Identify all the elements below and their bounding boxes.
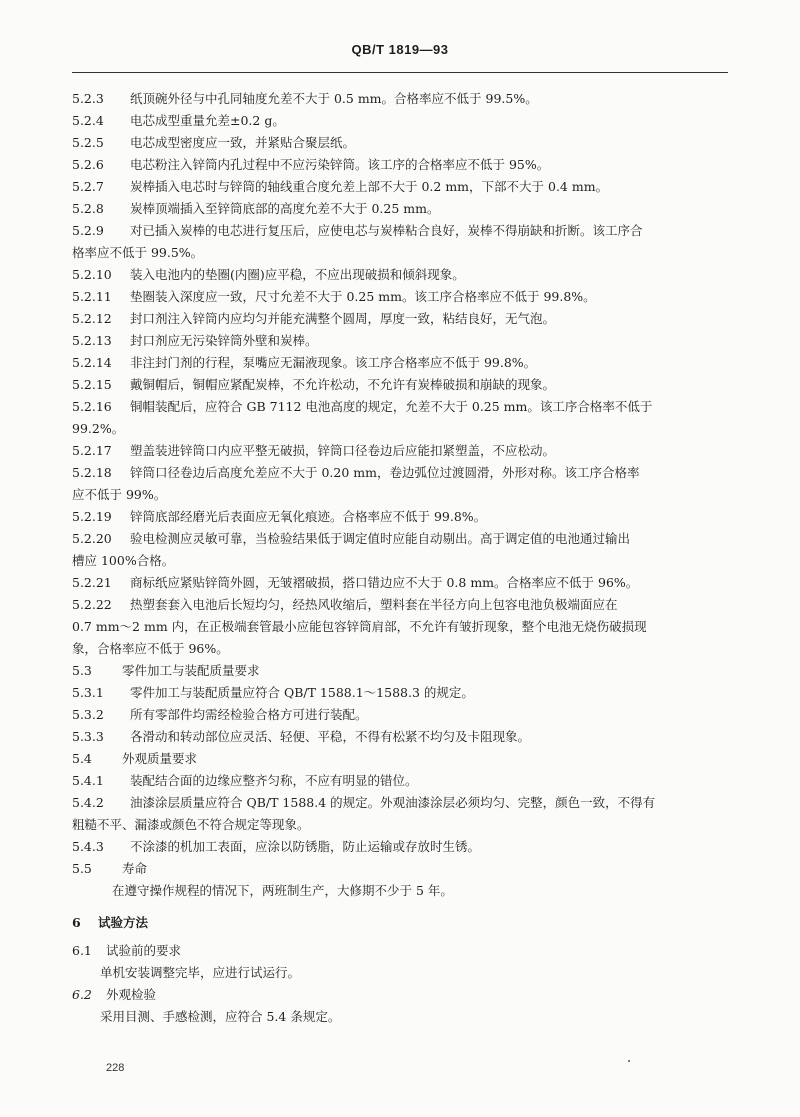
clause-text: 纸顶碗外径与中孔同轴度允差不大于 0.5 mm。合格率应不低于 99.5%。 [130, 91, 538, 106]
section-number: 6 [72, 915, 81, 930]
clause-line [72, 176, 728, 198]
clause-text: 外观质量要求 [122, 751, 198, 766]
clause-line [72, 330, 728, 352]
clause-text: 格率应不低于 99.5%。 [72, 245, 204, 260]
clause-line [72, 154, 728, 176]
clause-text: 象，合格率应不低于 96%。 [72, 641, 229, 656]
clause-text: 不涂漆的机加工表面，应涂以防锈脂，防止运输或存放时生锈。 [130, 839, 481, 854]
clause-line [72, 396, 728, 418]
clause-continuation-line [72, 242, 728, 264]
clause-number: 5.2.3 [72, 91, 104, 106]
clause-line [72, 374, 728, 396]
clause-continuation-line [72, 418, 728, 440]
clause-line [72, 704, 728, 726]
clause-number: 5.2.6 [72, 157, 104, 172]
clause-line [72, 264, 728, 286]
clause-list [72, 88, 728, 880]
clause-line [72, 440, 728, 462]
clause-text: 应不低于 99%。 [72, 487, 167, 502]
clause-line [72, 594, 728, 616]
page-number: 228 [106, 1062, 125, 1074]
clause-text: 槽应 100%合格。 [72, 553, 175, 568]
clause-text: 各滑动和转动部位应灵活、轻便、平稳，不得有松紧不均匀及卡阻现象。 [130, 729, 531, 744]
clause-text: 铜帽装配后，应符合 GB 7112 电池高度的规定，允差不大于 0.25 mm。该工序合格率不低于 [130, 399, 653, 414]
clause-number: 5.2.8 [72, 201, 104, 216]
clause-line [72, 726, 728, 748]
clause-line [72, 748, 728, 770]
clause-line [72, 528, 728, 550]
clause-text: 所有零部件均需经检验合格方可进行装配。 [130, 707, 368, 722]
document-body [72, 88, 728, 1028]
clause-line [72, 792, 728, 814]
clause-text: 商标纸应紧贴锌筒外圆，无皱褶破损，搭口错边应不大于 0.8 mm。合格率应不低于 96%。 [130, 575, 639, 590]
clause-number: 5.5 [72, 861, 92, 876]
clause-number: 6.2 [72, 987, 92, 1002]
clause-6-2-heading [72, 984, 728, 1006]
clause-text: 电芯成型密度应一致，并紧贴合聚层纸。 [130, 135, 356, 150]
clause-line [72, 132, 728, 154]
clause-number: 5.4.1 [72, 773, 104, 788]
clause-number: 5.2.15 [72, 377, 112, 392]
clause-text: 粗糙不平、漏漆或颜色不符合规定等现象。 [72, 817, 310, 832]
clause-number: 5.2.18 [72, 465, 112, 480]
clause-number: 5.2.19 [72, 509, 112, 524]
clause-number: 5.2.4 [72, 113, 104, 128]
clause-6-1-heading [72, 940, 728, 962]
clause-text: 封口剂应无污染锌筒外壁和炭棒。 [130, 333, 318, 348]
clause-line [72, 110, 728, 132]
clause-number: 5.2.5 [72, 135, 104, 150]
clause-line [72, 88, 728, 110]
clause-text: 装配结合面的边缘应整齐匀称，不应有明显的错位。 [130, 773, 418, 788]
document-header: QB/T 1819—93 [351, 42, 449, 57]
clause-number: 5.2.20 [72, 531, 112, 546]
clause-number: 5.3 [72, 663, 92, 678]
clause-number: 5.2.22 [72, 597, 112, 612]
clause-line [72, 506, 728, 528]
clause-text: 封口剂注入锌筒内应均匀并能充满整个圆周，厚度一致，粘结良好，无气泡。 [130, 311, 556, 326]
clause-number: 5.2.21 [72, 575, 112, 590]
clause-number: 5.2.9 [72, 223, 104, 238]
clause-number: 5.2.14 [72, 355, 112, 370]
clause-continuation-line [72, 616, 728, 638]
clause-6-2-text: 采用目测、手感检测，应符合 5.4 条规定。 [100, 1009, 341, 1024]
clause-number: 5.3.2 [72, 707, 104, 722]
clause-text: 垫圈装入深度应一致，尺寸允差不大于 0.25 mm。该工序合格率应不低于 99.8%。 [130, 289, 596, 304]
clause-text: 寿命 [122, 861, 148, 876]
clause-line [72, 220, 728, 242]
clause-line [72, 858, 728, 880]
clause-text: 99.2%。 [72, 421, 125, 436]
clause-line [72, 198, 728, 220]
clause-text: 戴铜帽后，铜帽应紧配炭棒，不允许松动，不允许有炭棒破损和崩缺的现象。 [130, 377, 556, 392]
clause-line [72, 462, 728, 484]
clause-text: 0.7 mm～2 mm 内，在正极端套管最小应能包容锌筒肩部，不允许有皱折现象，整个电池无烧伤破损现 [72, 619, 647, 634]
clause-number: 5.2.17 [72, 443, 112, 458]
clause-text: 电芯粉注入锌筒内孔过程中不应污染锌筒。该工序的合格率应不低于 95%。 [130, 157, 550, 172]
clause-text: 热塑套套入电池后长短均匀，经热风收缩后，塑料套在半径方向上包容电池负极端面应在 [130, 597, 618, 612]
clause-number: 5.2.12 [72, 311, 112, 326]
clause-continuation-line [72, 484, 728, 506]
section-6-heading [72, 912, 728, 934]
life-text: 在遵守操作规程的情况下，两班制生产，大修期不少于 5 年。 [112, 883, 453, 898]
clause-line [72, 660, 728, 682]
clause-number: 5.2.16 [72, 399, 112, 414]
section-title: 试验方法 [98, 915, 149, 930]
clause-line [72, 572, 728, 594]
clause-text: 非注封门剂的行程，泵嘴应无漏液现象。该工序合格率应不低于 99.8%。 [130, 355, 537, 370]
clause-number: 5.2.7 [72, 179, 104, 194]
clause-text: 塑盖装进锌筒口内应平整无破损，锌筒口径卷边后应能扣紧塑盖，不应松动。 [130, 443, 556, 458]
clause-continuation-line [72, 550, 728, 572]
clause-number: 6.1 [72, 943, 92, 958]
clause-line [72, 682, 728, 704]
clause-line [72, 836, 728, 858]
clause-text: 零件加工与装配质量要求 [122, 663, 260, 678]
header-rule [72, 72, 728, 73]
scan-speck [628, 1060, 630, 1062]
clause-title: 试验前的要求 [106, 943, 182, 958]
clause-text: 电芯成型重量允差±0.2 g。 [130, 113, 285, 128]
clause-text: 炭棒插入电芯时与锌筒的轴线重合度允差上部不大于 0.2 mm，下部不大于 0.4 mm。 [130, 179, 609, 194]
clause-number: 5.4.2 [72, 795, 104, 810]
clause-number: 5.2.13 [72, 333, 112, 348]
clause-number: 5.2.11 [72, 289, 112, 304]
clause-line [72, 308, 728, 330]
clause-text: 对已插入炭棒的电芯进行复压后，应使电芯与炭棒粘合良好，炭棒不得崩缺和折断。该工序合 [130, 223, 643, 238]
clause-6-1-text: 单机安装调整完毕，应进行试运行。 [100, 965, 301, 980]
clause-text: 装入电池内的垫圈(内圈)应平稳，不应出现破损和倾斜现象。 [130, 267, 465, 282]
clause-number: 5.4 [72, 751, 92, 766]
clause-text: 油漆涂层质量应符合 QB/T 1588.4 的规定。外观油漆涂层必须均匀、完整，颜色一致，不得有 [130, 795, 656, 810]
clause-number: 5.2.10 [72, 267, 112, 282]
clause-text: 锌筒口径卷边后高度允差应不大于 0.20 mm，卷边弧位过渡圆滑，外形对称。该工序合格率 [130, 465, 640, 480]
clause-continuation-line [72, 638, 728, 660]
clause-number: 5.4.3 [72, 839, 104, 854]
clause-text: 零件加工与装配质量应符合 QB/T 1588.1～1588.3 的规定。 [130, 685, 474, 700]
clause-text: 炭棒顶端插入至锌筒底部的高度允差不大于 0.25 mm。 [130, 201, 440, 216]
clause-line [72, 286, 728, 308]
clause-number: 5.3.1 [72, 685, 104, 700]
clause-title: 外观检验 [106, 987, 157, 1002]
clause-line [72, 770, 728, 792]
clause-line [72, 352, 728, 374]
clause-continuation-line [72, 814, 728, 836]
clause-number: 5.3.3 [72, 729, 104, 744]
clause-text: 验电检测应灵敏可靠，当检验结果低于调定值时应能自动剔出。高于调定值的电池通过输出 [130, 531, 631, 546]
clause-text: 锌筒底部经磨光后表面应无氧化痕迹。合格率应不低于 99.8%。 [130, 509, 487, 524]
